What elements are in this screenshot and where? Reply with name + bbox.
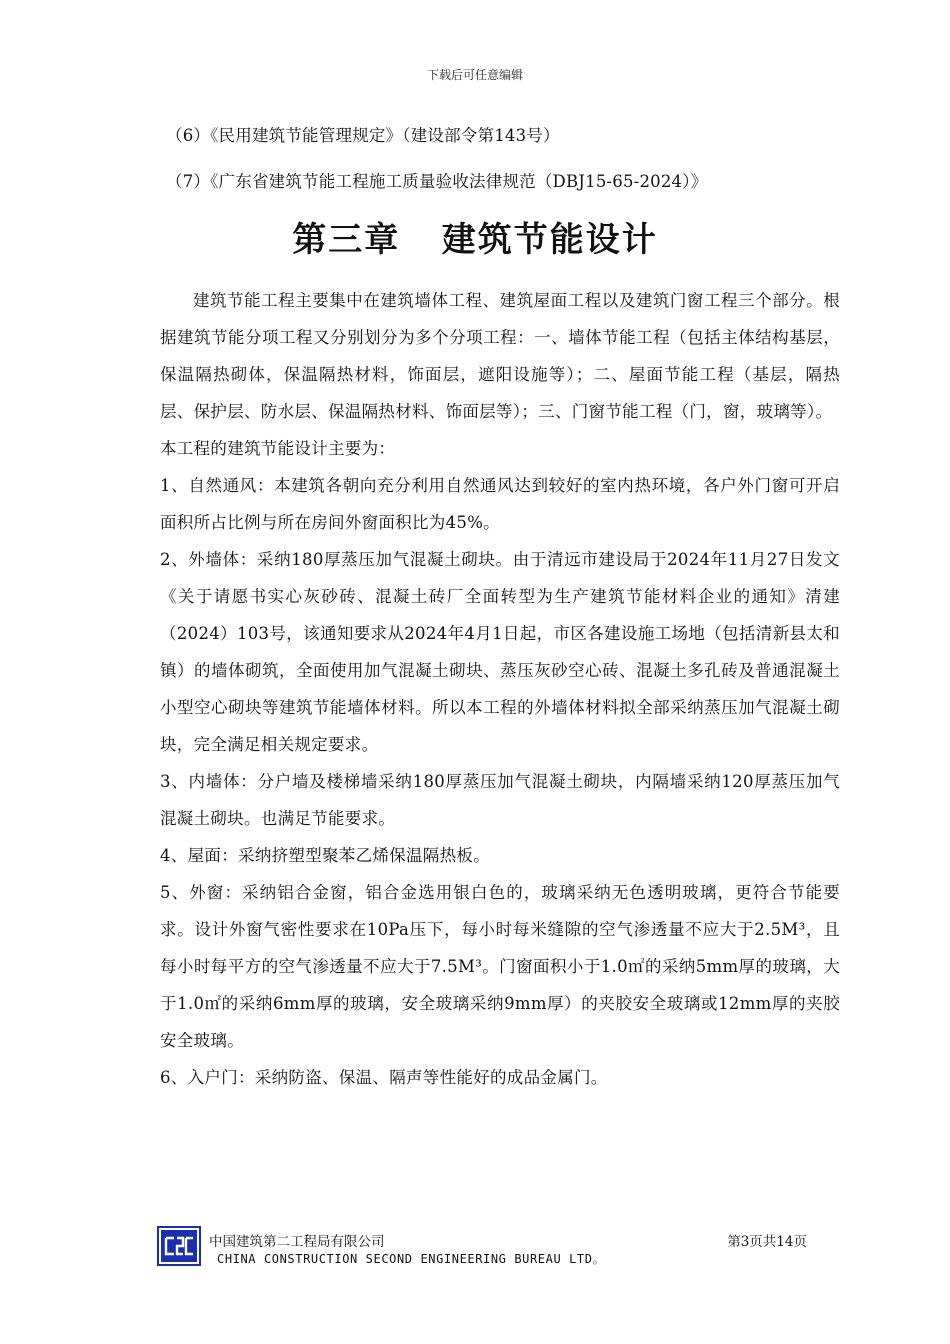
page-footer	[157, 1226, 807, 1270]
list-item: 4、屋面：采纳挤塑型聚苯乙烯保温隔热板。	[160, 846, 490, 865]
list-item: 5、外窗：采纳铝合金窗，铝合金选用银白色的，玻璃采纳无色透明玻璃，更符合节能要求。设计外窗气密性要求在10Pa压下，每小时每米缝隙的空气渗透量不应大于2.5M³，且每小时每平方的空气渗透量不应大于7.5M³。门窗面积小于1.0㎡的采纳5mm厚的玻璃，大于1.0㎡的采纳6mm厚的玻璃，安全玻璃采纳9mm厚）的夹胶安全玻璃或12mm厚的夹胶安全玻璃。	[160, 883, 840, 1050]
company-name-cn: 中国建筑第二工程局有限公司	[209, 1234, 385, 1250]
list-item: 3、内墙体：分户墙及楼梯墙采纳180厚蒸压加气混凝土砌块，内隔墙采纳120厚蒸压加气混凝土砌块。也满足节能要求。	[160, 772, 840, 828]
list-item: 6、入户门：采纳防盗、保温、隔声等性能好的成品金属门。	[160, 1068, 608, 1087]
header-note: 下载后可任意编辑	[426, 68, 523, 82]
company-name-en: CHINA CONSTRUCTION SECOND ENGINEERING BUREAU LTD。	[217, 1252, 606, 1266]
company-logo-icon	[157, 1226, 201, 1266]
intro-paragraph: 建筑节能工程主要集中在建筑墙体工程、建筑屋面工程以及建筑门窗工程三个部分。根据建筑节能分项工程又分别划分为多个分项工程：一、墙体节能工程（包括主体结构基层，保温隔热砌体，保温隔热材料，饰面层，遮阳设施等）；二、屋面节能工程（基层，隔热层、保护层、防水层、保温隔热材料、饰面层等）；三、门窗节能工程（门，窗，玻璃等）。	[160, 291, 840, 421]
body-text	[160, 282, 840, 1096]
reference-item: （7）《广东省建筑节能工程施工质量验收法律规范（DBJ15-65-2024）》	[166, 172, 708, 191]
list-item: 2、外墙体：采纳180厚蒸压加气混凝土砌块。由于清远市建设局于2024年11月27日发文《关于请愿书实心灰砂砖、混凝土砖厂全面转型为生产建筑节能材料企业的通知》清建（2024）103号，该通知要求从2024年4月1日起，市区各建设施工场地（包括清新县太和镇）的墙体砌筑，全面使用加气混凝土砌块、蒸压灰砂空心砖、混凝土多孔砖及普通混凝土小型空心砌块等建筑节能墙体材料。所以本工程的外墙体材料拟全部采纳蒸压加气混凝土砌块，完全满足相关规定要求。	[160, 550, 840, 754]
reference-item: （6）《民用建筑节能管理规定》（建设部令第143号）	[166, 126, 560, 145]
list-item: 1、自然通风：本建筑各朝向充分利用自然通风达到较好的室内热环境，各户外门窗可开启面积所占比例与所在房间外窗面积比为45%。	[160, 476, 840, 532]
page-number: 第3页共14页	[727, 1234, 807, 1250]
chapter-title: 第三章 建筑节能设计	[292, 220, 658, 260]
lead-paragraph: 本工程的建筑节能设计主要为：	[160, 439, 396, 458]
